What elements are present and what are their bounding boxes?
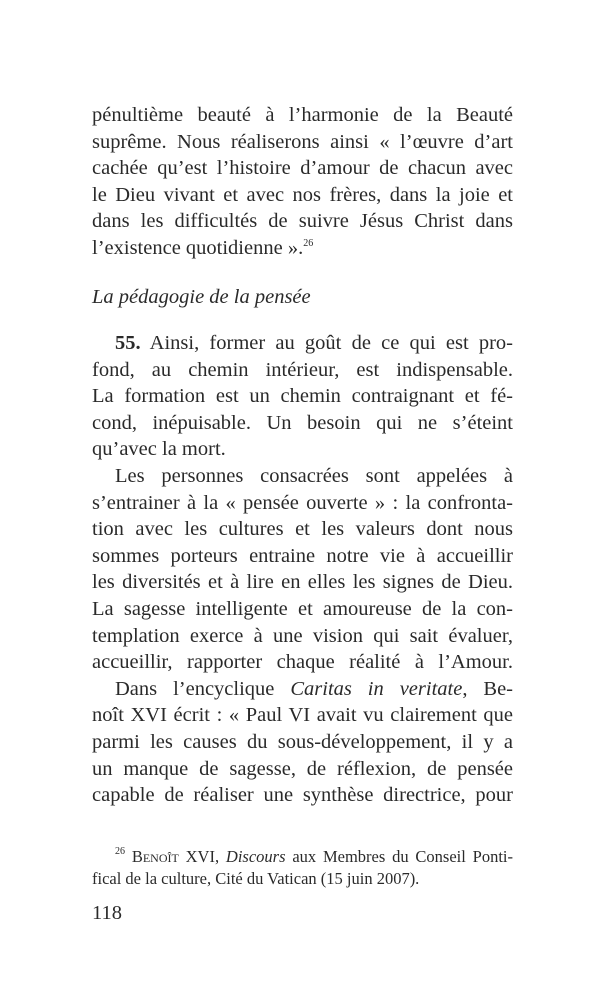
text-line <box>92 330 513 357</box>
text-line <box>92 676 513 703</box>
text-line: le Dieu vivant et avec nos frères, dans la joie et <box>92 183 513 206</box>
footnote-number: 26 <box>115 846 125 857</box>
text-line: cachée qu’est l’histoire d’amour de chacun avec <box>92 157 513 180</box>
text-line <box>92 235 513 262</box>
footnote <box>92 846 513 890</box>
text-line: noît XVI écrit : « Paul VI avait vu clairement que <box>92 704 513 727</box>
text-segment: l’existence quotidienne ». <box>92 236 304 259</box>
text-line: dans les difficultés de suivre Jésus Christ dans <box>92 210 513 233</box>
text-line: sommes porteurs entraine notre vie à accueillir <box>92 544 513 567</box>
paragraph-number: 55. <box>115 332 141 354</box>
text-line: les diversités et à lire en elles les signes de Dieu. <box>92 571 513 594</box>
text-line: La sagesse intelligente et amoureuse de la con- <box>92 597 513 620</box>
text-line: un manque de sagesse, de réflexion, de pensée <box>92 757 513 780</box>
text-line: Les personnes consacrées sont appelées à <box>115 464 513 487</box>
footnote-ref: 26 <box>303 237 314 249</box>
text-line: La formation est un chemin contraignant et fé- <box>92 385 513 408</box>
text-line: capable de réaliser une synthèse directrice, pour <box>92 784 513 807</box>
text-line: s’entrainer à la « pensée ouverte » : la confronta- <box>92 491 513 514</box>
text-line: fond, au chemin intérieur, est indispensable. <box>92 358 513 381</box>
text-line: suprême. Nous réaliserons ainsi « l’œuvre d’art <box>92 130 513 153</box>
text-line: accueillir, rapporter chaque réalité à l’Amour. <box>92 651 513 674</box>
text-segment: Dans l’encyclique <box>115 677 291 700</box>
footnote-line <box>92 846 513 868</box>
footnote-author: Benoît <box>131 847 179 866</box>
text-segment: , Be- <box>462 677 513 700</box>
text-line: qu’avec la mort. <box>92 438 226 461</box>
footnote-title: Discours <box>225 847 286 866</box>
page-number: 118 <box>92 902 122 924</box>
text-segment: aux Membres du Conseil Ponti- <box>285 847 514 866</box>
text-segment: XVI, <box>178 847 226 866</box>
text-line: pénultième beauté à l’harmonie de la Beauté <box>92 104 513 126</box>
section-heading: La pédagogie de la pensée <box>92 286 311 308</box>
text-line: parmi les causes du sous-développement, il y a <box>92 730 513 753</box>
text-segment: Ainsi, former au goût de ce qui est pro- <box>140 332 513 354</box>
work-title: Caritas in veritate <box>290 677 463 700</box>
text-line: templation exerce à une vision qui sait évaluer, <box>92 624 513 647</box>
paragraph-55 <box>92 330 513 809</box>
text-line: tion avec les cultures et les valeurs dont nous <box>92 518 513 541</box>
text-line: cond, inépuisable. Un besoin qui ne s’éteint <box>92 411 513 434</box>
paragraph-continued <box>92 102 513 262</box>
footnote-line: fical de la culture, Cité du Vatican (15 juin 2007). <box>92 869 420 888</box>
